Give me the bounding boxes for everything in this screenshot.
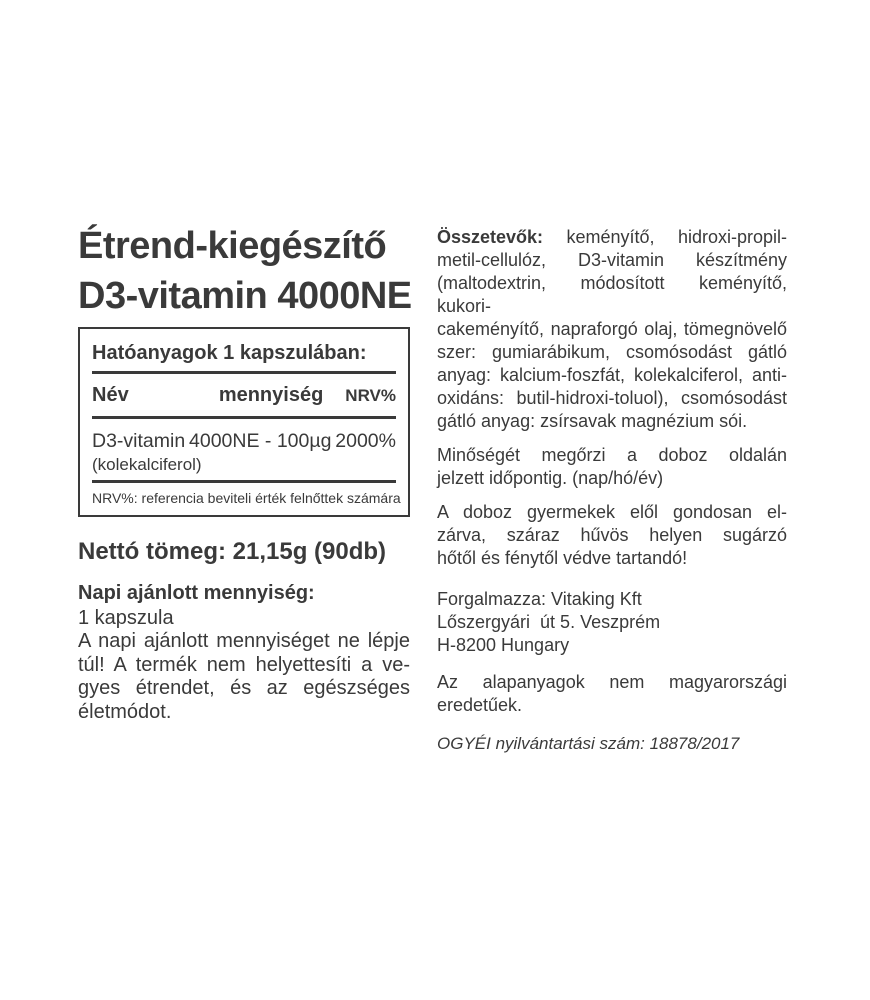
ingredients-line-text: keményítő, hidroxi-propil- [566, 227, 787, 247]
net-weight: Nettó tömeg: 21,15g (90db) [78, 538, 387, 565]
storage-line: A doboz gyermekek elől gondosan el- [437, 502, 787, 522]
warning-line: életmódot. [78, 700, 172, 723]
warning-line: A napi ajánlott mennyiséget ne lépje [78, 630, 410, 652]
table-footnote: NRV%: referencia beviteli érték felnőttek számára [92, 490, 401, 506]
distributor-line: Forgalmazza: Vitaking Kft [437, 589, 642, 609]
left-column [78, 221, 410, 724]
ingredients-line [437, 226, 787, 249]
table-rule [92, 416, 396, 419]
ingredients-line: metil-cellulóz, D3-vitamin készítmény [437, 250, 787, 270]
ingredient-nrv: 2000% [335, 430, 396, 452]
ingredient-row [92, 429, 396, 454]
storage-line: zárva, száraz hűvös helyen sugárzó [437, 525, 787, 545]
ingredients-label: Összetevők: [437, 227, 544, 247]
distributor-line: Lőszergyári út 5. Veszprém [437, 612, 661, 632]
ingredient-amount: 4000NE - 100µg [189, 430, 332, 452]
table-rule [92, 371, 396, 374]
ingredients-line: cakeményítő, napraforgó olaj, tömegnövelő [437, 319, 787, 339]
right-column [437, 226, 787, 755]
ingredients-line: anyag: kalcium-foszfát, kolekalciferol, anti- [437, 365, 787, 385]
quality-line: Minőségét megőrzi a doboz oldalán [437, 445, 787, 465]
ingredients-line: (maltodextrin, módosított keményítő, kukori- [437, 273, 787, 316]
storage-line: hőtől és fénytől védve tartandó! [437, 548, 688, 568]
origin-line: eredetűek. [437, 695, 523, 715]
warning-line: túl! A termék nem helyettesíti a ve- [78, 653, 410, 676]
table-header: Hatóanyagok 1 kapszulában: [92, 342, 367, 364]
product-title-line: Étrend-kiegészítő [78, 225, 387, 267]
ingredients-paragraph [437, 226, 787, 433]
column-name: Név [92, 384, 129, 406]
daily-dose-heading: Napi ajánlott mennyiség: [78, 582, 315, 604]
ingredient-name: D3-vitamin [92, 430, 186, 452]
origin-paragraph [437, 671, 787, 717]
column-nrv: NRV% [345, 386, 396, 405]
warning-paragraph [78, 630, 410, 724]
warning-line: gyes étrendet, és az egészséges [78, 677, 410, 699]
active-ingredients-table [78, 327, 410, 517]
column-quantity: mennyiség [218, 384, 324, 406]
product-title [78, 221, 410, 321]
daily-dose-value: 1 kapszula [78, 607, 174, 629]
distributor-line: H-8200 Hungary [437, 635, 570, 655]
ingredient-name-sub: (kolekalciferol) [92, 455, 202, 474]
column-header-row [92, 382, 396, 409]
registration-number: OGYÉI nyilvántartási szám: 18878/2017 [437, 734, 740, 753]
quality-paragraph [437, 444, 787, 490]
ingredients-line: oxidáns: butil-hidroxi-toluol), csomósodást [437, 388, 787, 408]
product-title-line: D3-vitamin 4000NE [78, 275, 412, 317]
storage-paragraph [437, 501, 787, 570]
origin-line: Az alapanyagok nem magyarországi [437, 672, 787, 692]
quality-line: jelzett időpontig. (nap/hó/év) [437, 468, 664, 488]
table-rule [92, 480, 396, 483]
distributor-block [437, 588, 787, 657]
ingredients-line: gátló anyag: zsírsavak magnézium sói. [437, 411, 748, 431]
ingredients-line: szer: gumiarábikum, csomósodást gátló [437, 342, 787, 362]
